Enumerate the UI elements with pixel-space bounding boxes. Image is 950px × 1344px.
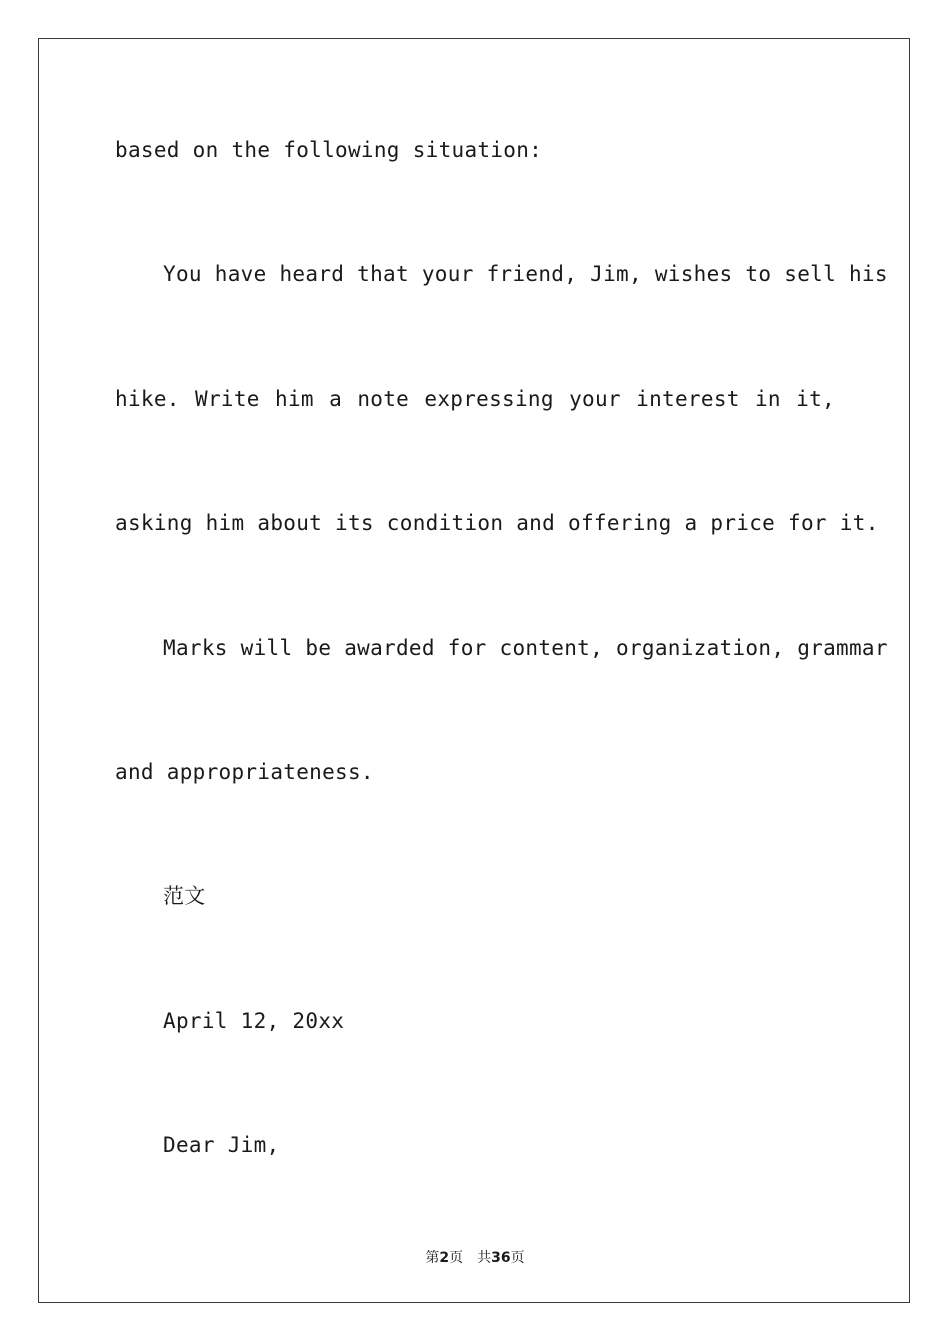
sample-essay-heading: 范文 (163, 884, 206, 908)
footer-total-suffix: 页 (510, 1250, 525, 1266)
text-line-6: and appropriateness. (115, 760, 374, 784)
footer-page-total: 36 (491, 1250, 511, 1266)
text-line-3: hike. Write him a note expressing your interest in it, (115, 387, 835, 411)
footer-page-current: 2 (439, 1250, 450, 1266)
page-footer (0, 1247, 950, 1267)
footer-page-prefix: 第 (425, 1250, 440, 1266)
text-line-5: Marks will be awarded for content, organization, grammar (163, 636, 888, 660)
text-line-4: asking him about its condition and offering a price for it. (115, 511, 879, 535)
page-frame (38, 38, 910, 1303)
text-line-2: You have heard that your friend, Jim, wishes to sell his (163, 262, 888, 286)
footer-total-prefix: 共 (477, 1250, 492, 1266)
letter-salutation: Dear Jim, (163, 1133, 280, 1157)
letter-date: April 12, 20xx (163, 1009, 345, 1033)
footer-page-suffix: 页 (449, 1250, 464, 1266)
text-line-1: based on the following situation: (115, 138, 543, 162)
